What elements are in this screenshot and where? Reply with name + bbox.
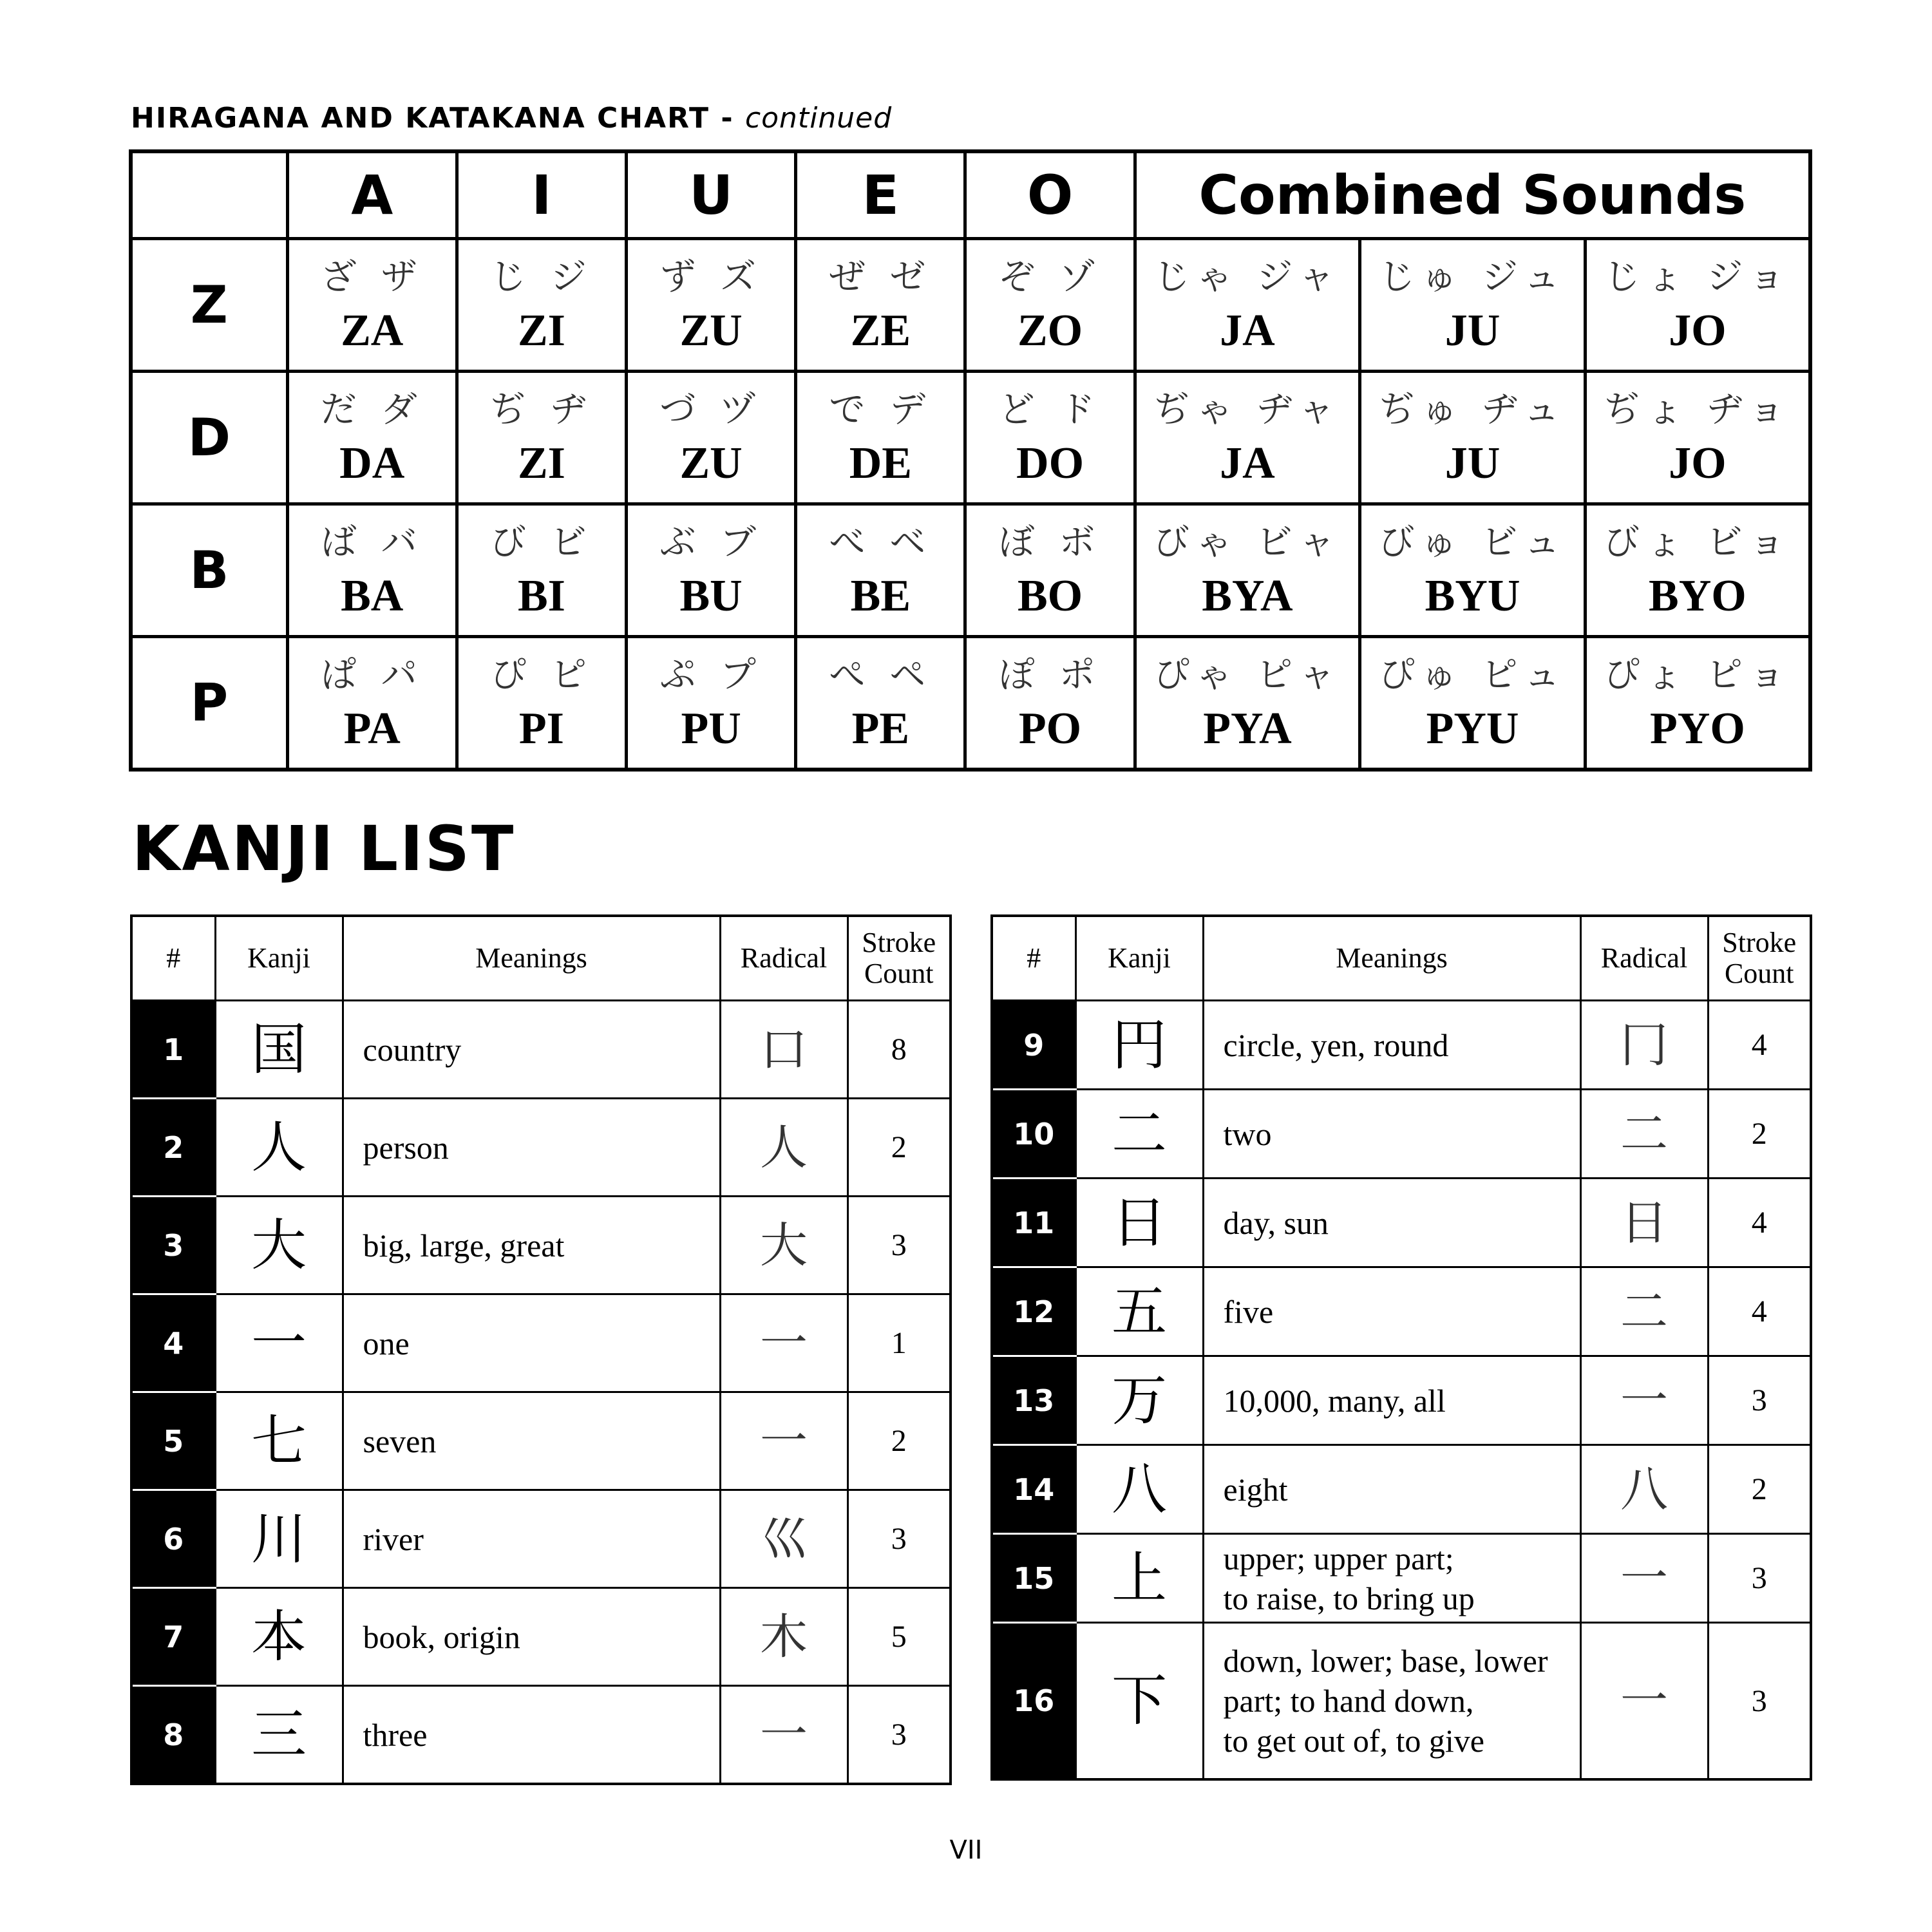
kana-characters: ざ ザ xyxy=(320,256,424,298)
kanji-row xyxy=(131,1001,951,1099)
kanji-number: 11 xyxy=(992,1179,1075,1267)
header-count: Count xyxy=(864,958,934,989)
kanji-character: 上 xyxy=(1075,1534,1203,1623)
kana-characters: べ ベ xyxy=(829,521,933,564)
kana-chart-body xyxy=(131,239,1810,770)
kanji-radical: 木 xyxy=(720,1588,848,1686)
kana-romaji: ZU xyxy=(679,438,743,488)
kana-characters: ぴゃ ピャ xyxy=(1153,654,1341,696)
kanji-row xyxy=(131,1294,951,1392)
kanji-row xyxy=(992,1623,1811,1780)
kana-cell xyxy=(457,239,626,372)
kana-header-combined: Combined Sounds xyxy=(1135,151,1810,239)
kana-characters: だ ダ xyxy=(320,388,424,431)
kana-cell xyxy=(965,239,1135,372)
kana-romaji: BU xyxy=(679,571,743,621)
kana-cell xyxy=(796,372,965,504)
kanji-character: 五 xyxy=(1075,1267,1203,1356)
kana-characters: ぼ ボ xyxy=(998,521,1102,564)
kanji-row xyxy=(992,1001,1811,1090)
kanji-row xyxy=(131,1490,951,1588)
kanji-radical: 一 xyxy=(720,1686,848,1785)
kanji-meanings: five xyxy=(1203,1267,1580,1356)
kanji-character: 川 xyxy=(215,1490,343,1588)
kana-romaji: PO xyxy=(1018,703,1082,753)
kanji-row xyxy=(992,1445,1811,1534)
kanji-number: 8 xyxy=(131,1686,215,1785)
kanji-table-left xyxy=(130,914,952,1785)
kanji-character: 円 xyxy=(1075,1001,1203,1090)
kana-romaji: PU xyxy=(681,703,741,753)
kanji-character: 二 xyxy=(1075,1090,1203,1179)
kana-romaji: PE xyxy=(851,703,910,753)
kanji-character: 一 xyxy=(215,1294,343,1392)
kanji-character: 日 xyxy=(1075,1179,1203,1267)
kana-characters: じ ジ xyxy=(490,256,593,298)
kanji-row xyxy=(992,1267,1811,1356)
kanji-row xyxy=(992,1179,1811,1267)
kana-romaji: BYU xyxy=(1425,571,1520,621)
kana-cell xyxy=(1360,239,1586,372)
kanji-radical: 一 xyxy=(1580,1623,1708,1780)
kana-cell xyxy=(627,637,796,770)
kana-cell xyxy=(965,637,1135,770)
header-meanings: Meanings xyxy=(343,916,720,1001)
kanji-stroke-count: 4 xyxy=(1708,1267,1811,1356)
kana-cell xyxy=(1585,372,1810,504)
kanji-character: 本 xyxy=(215,1588,343,1686)
kana-cell xyxy=(796,239,965,372)
kanji-meanings: two xyxy=(1203,1090,1580,1179)
kana-cell xyxy=(457,372,626,504)
kanji-header-row xyxy=(131,916,951,1001)
kanji-stroke-count: 3 xyxy=(848,1197,951,1294)
kana-header-a: A xyxy=(287,151,457,239)
kana-row xyxy=(131,504,1810,637)
kanji-stroke-count: 2 xyxy=(1708,1090,1811,1179)
kana-cell xyxy=(287,504,457,637)
kana-cell xyxy=(1135,637,1360,770)
kana-characters: ば バ xyxy=(320,521,424,564)
kana-romaji: DE xyxy=(849,438,912,488)
kana-characters: ぴょ ピョ xyxy=(1604,654,1792,696)
kanji-meanings: circle, yen, round xyxy=(1203,1001,1580,1090)
kana-characters: ぢょ ヂョ xyxy=(1604,388,1791,431)
kanji-character: 七 xyxy=(215,1392,343,1490)
kanji-row xyxy=(131,1588,951,1686)
kanji-number: 12 xyxy=(992,1267,1075,1356)
kana-romaji: DO xyxy=(1016,438,1084,488)
kana-cell xyxy=(627,372,796,504)
kana-characters: ぞ ゾ xyxy=(998,256,1102,298)
kana-cell xyxy=(287,372,457,504)
kana-header-e: E xyxy=(796,151,965,239)
header-number: # xyxy=(131,916,215,1001)
kana-cell xyxy=(1360,372,1586,504)
kanji-meanings: three xyxy=(343,1686,720,1785)
kana-header-o: O xyxy=(965,151,1135,239)
kana-characters: じゅ ジュ xyxy=(1379,256,1566,298)
kana-cell xyxy=(965,372,1135,504)
kana-characters: づ ヅ xyxy=(659,388,763,431)
kana-romaji: JU xyxy=(1444,305,1501,355)
kanji-radical: 二 xyxy=(1580,1267,1708,1356)
header-stroke: Stroke xyxy=(1722,927,1797,958)
kana-cell xyxy=(1135,504,1360,637)
kanji-radical: 口 xyxy=(720,1001,848,1099)
kanji-meanings: down, lower; base, lower part; to hand down, to get out of, to give xyxy=(1203,1623,1580,1780)
kana-romaji: BA xyxy=(341,571,404,621)
kana-romaji: ZU xyxy=(679,305,743,355)
kanji-number: 16 xyxy=(992,1623,1075,1780)
header-stroke-count xyxy=(1708,916,1811,1001)
kana-romaji: BYA xyxy=(1202,571,1293,621)
kanji-stroke-count: 2 xyxy=(1708,1445,1811,1534)
kana-cell xyxy=(457,504,626,637)
kana-row xyxy=(131,637,1810,770)
kana-romaji: BO xyxy=(1017,571,1083,621)
kanji-radical: 大 xyxy=(720,1197,848,1294)
kanji-radical: 八 xyxy=(1580,1445,1708,1534)
kanji-list-title: KANJI LIST xyxy=(132,813,516,885)
kanji-stroke-count: 4 xyxy=(1708,1179,1811,1267)
kana-cell xyxy=(796,637,965,770)
kanji-character: 下 xyxy=(1075,1623,1203,1780)
kana-cell xyxy=(287,637,457,770)
kana-characters: び ビ xyxy=(490,521,593,564)
kana-cell xyxy=(965,504,1135,637)
kanji-character: 三 xyxy=(215,1686,343,1785)
kanji-header-row xyxy=(992,916,1811,1001)
kana-chart-table xyxy=(129,149,1812,772)
kana-romaji: DA xyxy=(339,438,405,488)
kanji-row xyxy=(131,1392,951,1490)
kanji-meanings: eight xyxy=(1203,1445,1580,1534)
kanji-radical: 巛 xyxy=(720,1490,848,1588)
kanji-meanings: one xyxy=(343,1294,720,1392)
kana-romaji: ZA xyxy=(341,305,404,355)
kanji-row xyxy=(992,1090,1811,1179)
kanji-stroke-count: 2 xyxy=(848,1392,951,1490)
kana-romaji: PYO xyxy=(1650,703,1745,753)
kanji-row xyxy=(992,1356,1811,1445)
kana-corner-cell xyxy=(131,151,287,239)
kana-romaji: JU xyxy=(1444,438,1501,488)
kana-romaji: ZO xyxy=(1017,305,1083,355)
kana-romaji: PYA xyxy=(1203,703,1292,753)
kanji-character: 人 xyxy=(215,1099,343,1197)
kana-characters: ぴ ピ xyxy=(490,654,593,696)
kanji-radical: 一 xyxy=(720,1294,848,1392)
kanji-meanings: big, large, great xyxy=(343,1197,720,1294)
kanji-row xyxy=(992,1534,1811,1623)
kana-characters: ど ド xyxy=(998,388,1102,431)
kanji-radical: 二 xyxy=(1580,1090,1708,1179)
kana-row-consonant: B xyxy=(131,504,287,637)
kana-characters: びゃ ビャ xyxy=(1153,521,1341,564)
kanji-character: 万 xyxy=(1075,1356,1203,1445)
kanji-meanings: river xyxy=(343,1490,720,1588)
kanji-number: 4 xyxy=(131,1294,215,1392)
header-count: Count xyxy=(1724,958,1794,989)
kana-romaji: BYO xyxy=(1649,571,1747,621)
kanji-meanings: 10,000, many, all xyxy=(1203,1356,1580,1445)
kanji-number: 5 xyxy=(131,1392,215,1490)
kana-characters: ぴゅ ピュ xyxy=(1378,654,1567,696)
kanji-stroke-count: 3 xyxy=(1708,1356,1811,1445)
kanji-meanings: country xyxy=(343,1001,720,1099)
kana-romaji: JA xyxy=(1220,438,1275,488)
kanji-radical: 一 xyxy=(1580,1356,1708,1445)
kana-characters: じょ ジョ xyxy=(1604,256,1792,298)
kana-characters: ず ズ xyxy=(659,256,763,298)
kanji-meanings: seven xyxy=(343,1392,720,1490)
kanji-number: 6 xyxy=(131,1490,215,1588)
kana-row xyxy=(131,372,1810,504)
kana-romaji: ZI xyxy=(517,438,565,488)
chart-title-continued: continued xyxy=(744,102,893,135)
kanji-row xyxy=(131,1686,951,1785)
kanji-stroke-count: 4 xyxy=(1708,1001,1811,1090)
kanji-meanings: upper; upper part; to raise, to bring up xyxy=(1203,1534,1580,1623)
kanji-row xyxy=(131,1099,951,1197)
kana-cell xyxy=(627,504,796,637)
kanji-row xyxy=(131,1197,951,1294)
kana-cell xyxy=(1135,372,1360,504)
kana-romaji: PI xyxy=(518,703,564,753)
kana-characters: ぺ ペ xyxy=(829,654,933,696)
kana-characters: ぜ ゼ xyxy=(829,256,933,298)
kana-romaji: ZI xyxy=(517,305,565,355)
kanji-stroke-count: 3 xyxy=(1708,1623,1811,1780)
kana-romaji: ZE xyxy=(850,305,911,355)
kanji-number: 1 xyxy=(131,1001,215,1099)
kanji-radical: 人 xyxy=(720,1099,848,1197)
kanji-number: 3 xyxy=(131,1197,215,1294)
kanji-stroke-count: 1 xyxy=(848,1294,951,1392)
kana-characters: ぢゃ ヂャ xyxy=(1153,388,1341,431)
header-number: # xyxy=(992,916,1075,1001)
header-kanji: Kanji xyxy=(215,916,343,1001)
kanji-number: 13 xyxy=(992,1356,1075,1445)
kana-cell xyxy=(627,239,796,372)
kana-romaji: JO xyxy=(1669,305,1727,355)
kanji-radical: 一 xyxy=(720,1392,848,1490)
kanji-stroke-count: 5 xyxy=(848,1588,951,1686)
kana-header-row xyxy=(131,151,1810,239)
kana-cell xyxy=(457,637,626,770)
kana-header-u: U xyxy=(627,151,796,239)
kanji-number: 14 xyxy=(992,1445,1075,1534)
kanji-table-right-body xyxy=(992,1001,1811,1780)
header-stroke-count xyxy=(848,916,951,1001)
kana-characters: じゃ ジャ xyxy=(1153,256,1341,298)
kana-cell xyxy=(1135,239,1360,372)
kanji-number: 7 xyxy=(131,1588,215,1686)
kanji-number: 2 xyxy=(131,1099,215,1197)
chart-title xyxy=(131,102,892,135)
kanji-character: 国 xyxy=(215,1001,343,1099)
kanji-stroke-count: 8 xyxy=(848,1001,951,1099)
kana-characters: ぽ ポ xyxy=(998,654,1102,696)
kana-characters: ぢゅ ヂュ xyxy=(1379,388,1566,431)
kana-row-consonant: D xyxy=(131,372,287,504)
kana-cell xyxy=(1585,637,1810,770)
kanji-meanings: book, origin xyxy=(343,1588,720,1686)
kanji-meanings: day, sun xyxy=(1203,1179,1580,1267)
kana-characters: ぢ ヂ xyxy=(490,388,593,431)
kanji-character: 八 xyxy=(1075,1445,1203,1534)
kanji-stroke-count: 3 xyxy=(1708,1534,1811,1623)
kana-characters: ぷ プ xyxy=(659,654,763,696)
kana-characters: びょ ビョ xyxy=(1604,521,1792,564)
kana-cell xyxy=(1360,504,1586,637)
kana-romaji: PYU xyxy=(1426,703,1519,753)
kana-row-consonant: P xyxy=(131,637,287,770)
kanji-number: 10 xyxy=(992,1090,1075,1179)
kana-characters: ぶ ブ xyxy=(659,521,763,564)
kanji-radical: 一 xyxy=(1580,1534,1708,1623)
kanji-radical: 日 xyxy=(1580,1179,1708,1267)
kana-characters: ぱ パ xyxy=(320,654,424,696)
chart-title-text: HIRAGANA AND KATAKANA CHART - xyxy=(131,102,734,135)
kana-cell xyxy=(1360,637,1586,770)
kana-characters: で デ xyxy=(829,388,933,431)
header-stroke: Stroke xyxy=(862,927,936,958)
kana-romaji: JO xyxy=(1669,438,1727,488)
kana-header-i: I xyxy=(457,151,626,239)
kana-romaji: JA xyxy=(1220,305,1275,355)
kana-romaji: PA xyxy=(343,703,401,753)
kana-cell xyxy=(287,239,457,372)
kana-cell xyxy=(796,504,965,637)
kana-row-consonant: Z xyxy=(131,239,287,372)
kana-cell xyxy=(1585,504,1810,637)
header-kanji: Kanji xyxy=(1075,916,1203,1001)
header-radical: Radical xyxy=(1580,916,1708,1001)
header-meanings: Meanings xyxy=(1203,916,1580,1001)
kanji-number: 9 xyxy=(992,1001,1075,1090)
kana-row xyxy=(131,239,1810,372)
kanji-meanings: person xyxy=(343,1099,720,1197)
kana-romaji: BE xyxy=(850,571,911,621)
kanji-stroke-count: 3 xyxy=(848,1490,951,1588)
kanji-radical: 冂 xyxy=(1580,1001,1708,1090)
header-radical: Radical xyxy=(720,916,848,1001)
kanji-stroke-count: 3 xyxy=(848,1686,951,1785)
kana-characters: びゅ ビュ xyxy=(1378,521,1567,564)
kanji-stroke-count: 2 xyxy=(848,1099,951,1197)
kanji-table-right xyxy=(990,914,1812,1781)
kanji-table-left-body xyxy=(131,1001,951,1785)
page-number: VII xyxy=(949,1835,983,1865)
kanji-number: 15 xyxy=(992,1534,1075,1623)
kanji-character: 大 xyxy=(215,1197,343,1294)
kana-cell xyxy=(1585,239,1810,372)
kana-romaji: BI xyxy=(517,571,565,621)
